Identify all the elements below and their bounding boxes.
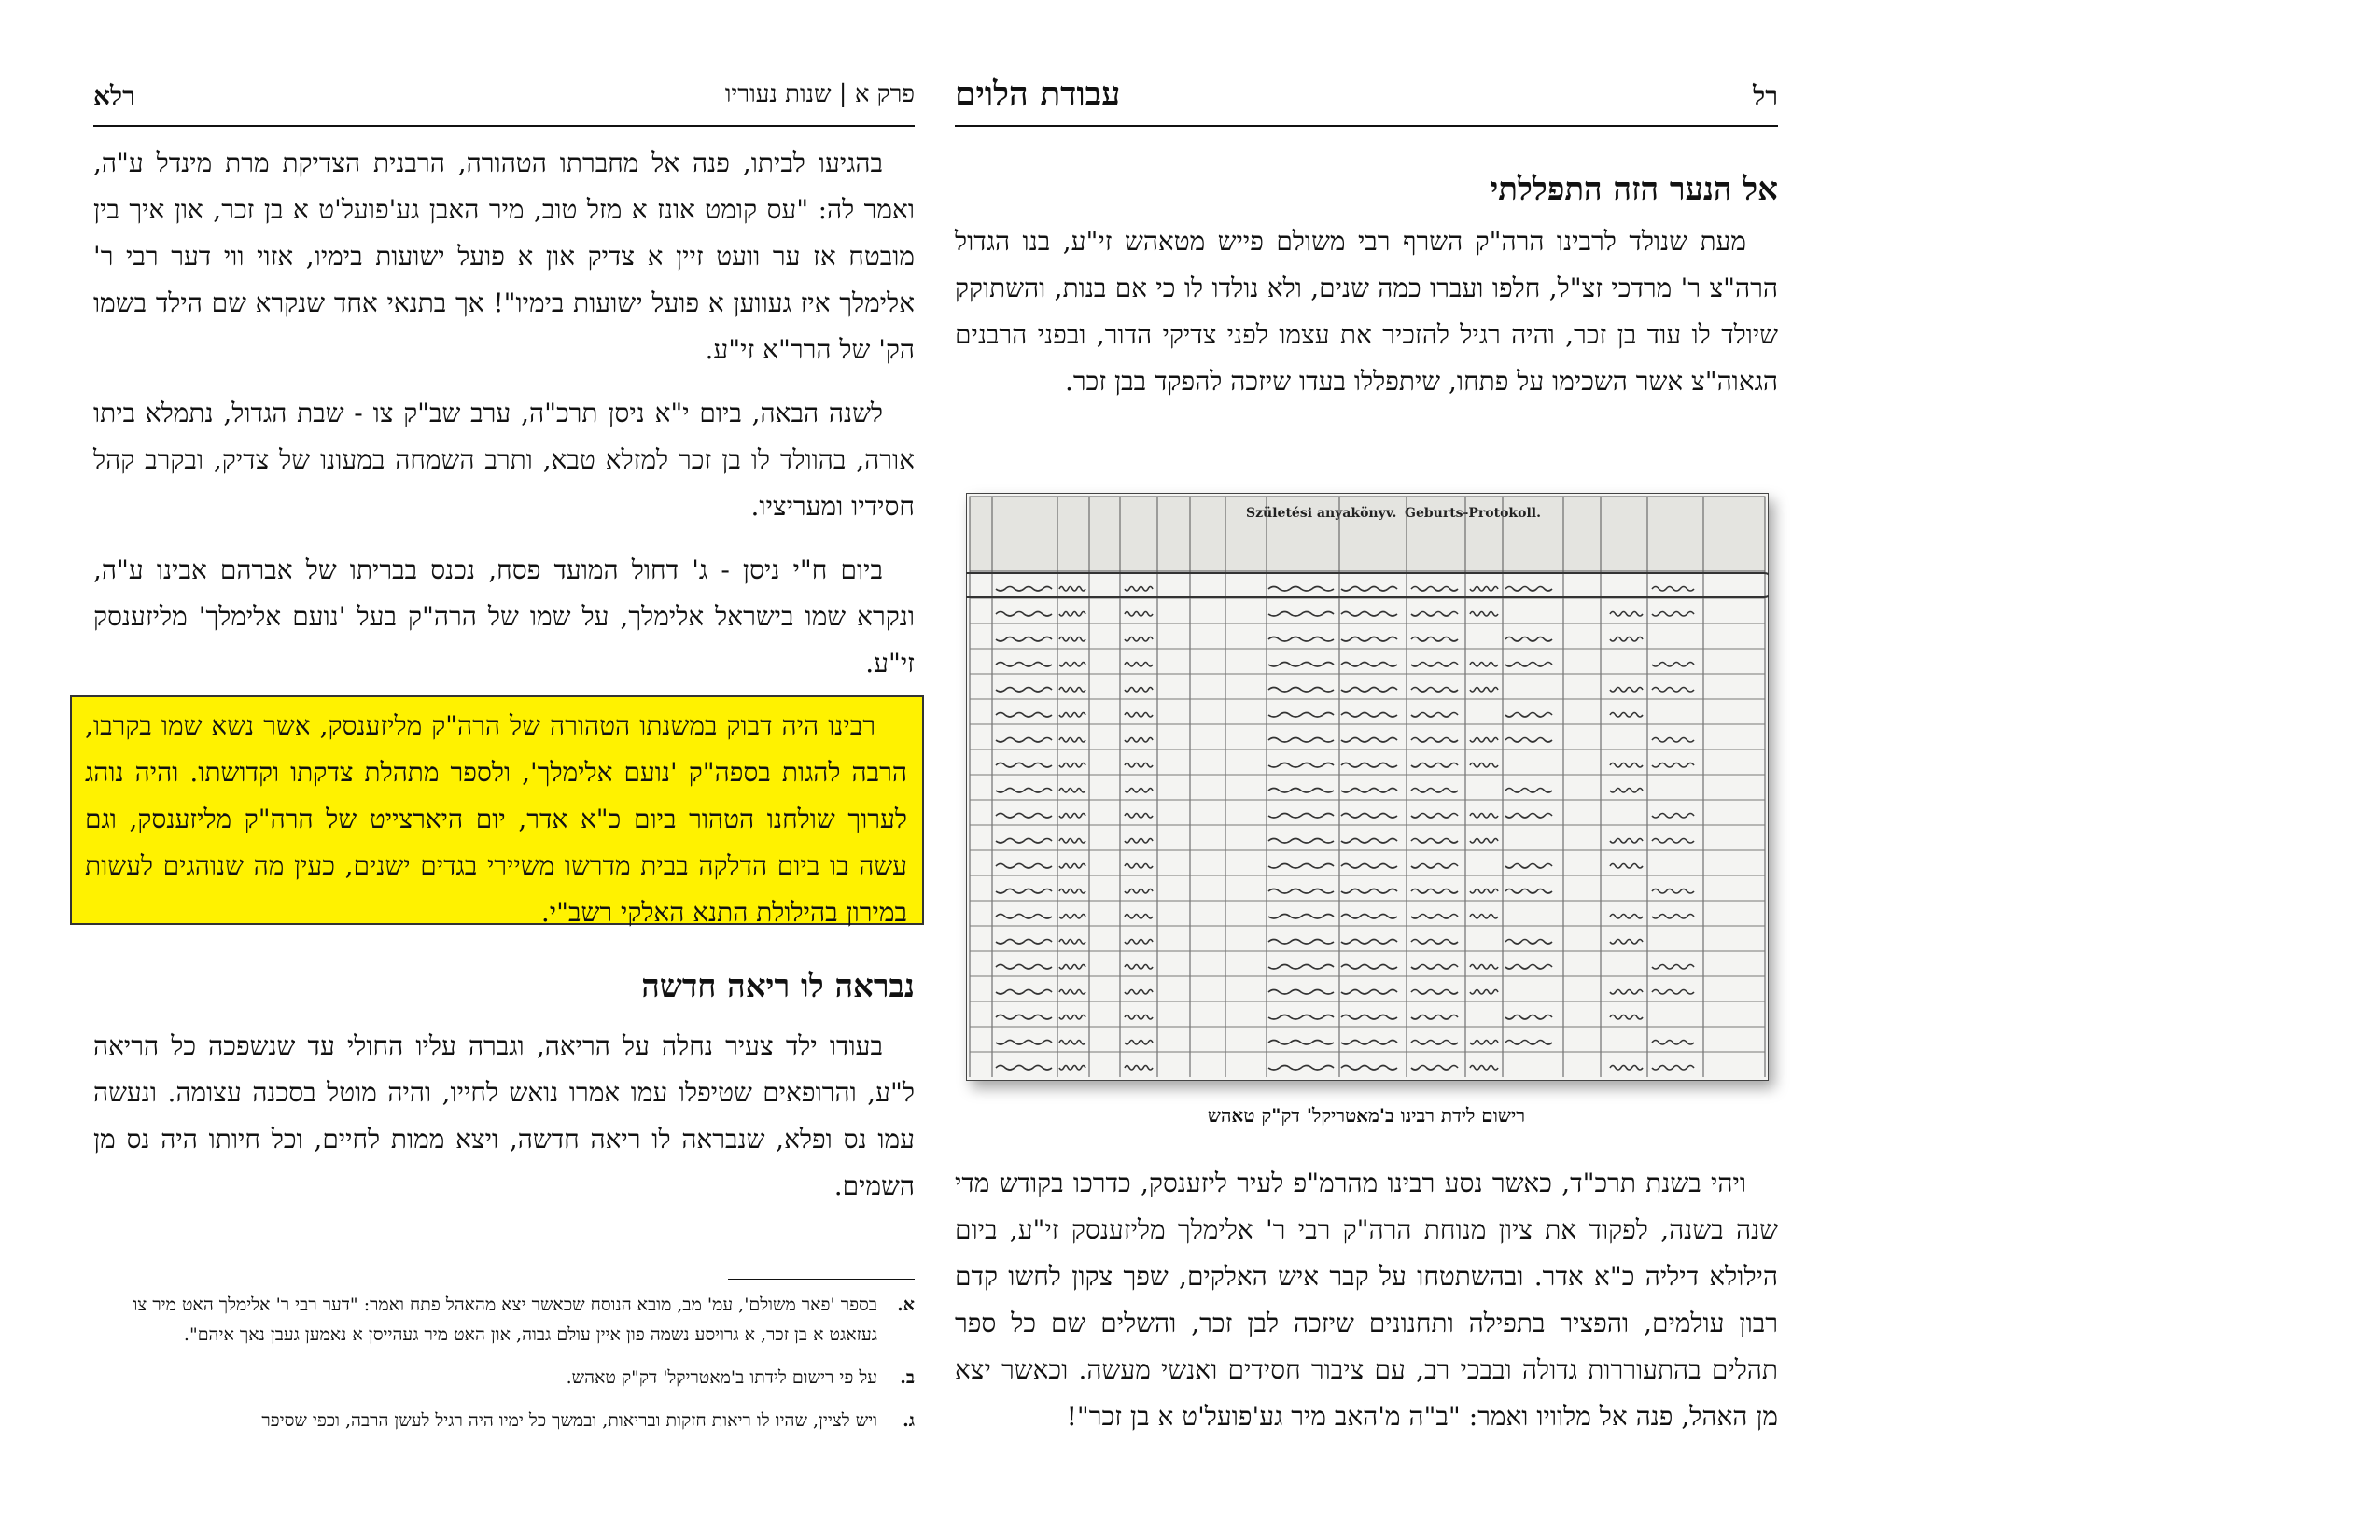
paragraph: לשנה הבאה, ביום י"א ניסן תרכ"ה, ערב שב"ק צו - שבת הגדול, נתמלא ביתו אורה, בהוולד לו בן זכר למזלא טבא, ותרב השמחה במעונו של צדיק, ובקרב קהל חסידיו ומעריציו. (93, 398, 915, 522)
left-section-2 (93, 963, 915, 1210)
footnote-text: בספר 'פאר משולם', עמ' מב, מובא הנוסח שכאשר יצא מהאהל פתח ואמר: "דער רבי ר' אלימלך האט מיר צו געזאגט א בן זכר, א גרויסע נשמה פון איין עולם גבוה, און האט מיר געהייסן א נאמען געבן נאך איהם". (133, 1295, 877, 1345)
image-caption: רישום לידת רבינו ב'מאטריקל' דק"ק טאהש (1207, 1104, 1526, 1127)
paragraph: בהגיעו לביתו, פנה אל מחברתו הטהורה, הרבנית הצדיקת מרת מינדל ע"ה, ואמר לה: "עס קומט אונז א מזל טוב, מיר האבן גע'פועל'ט א בן זכר, און איך בין מובטח אז ער וועט זיין א צדיק און א פועל ישועות בימיו, אזוי ווי דער רבי ר' אלימלך איז געווען א פועל ישועות בימיו"! אך בתנאי אחד שנקרא שם הילד בשמו הק' של הרר"א זי"ע. (93, 147, 915, 365)
right-closing (955, 1160, 1778, 1440)
paragraph: מעת שנולד לרבינו הרה"ק השרף רבי משולם פייש מטאהש זי"ע, בנו הגדול הרה"צ ר' מרדכי זצ"ל, חלפו ועברו כמה שנים, ולא נולדו לו כי אם בנות, והשתוקק שיולד לו עוד בן זכר, והיה רגיל להזכיר את עצמו לפני צדיקי הדור, ובפני הרבנים הגאוה"צ אשר השכימו על פתחו, שיתפללו בעדו שיזכה להפקד בבן זכר. (955, 226, 1778, 397)
section-heading: נבראה לו ריאה חדשה (641, 968, 915, 1005)
paragraph: ביום ח"י ניסן - ג' דחול המועד פסח, נכנס בבריתו של אברהם אבינו ע"ה, ונקרא שמו בישראל אלימלך, על שמו של הרה"ק בעל 'נועם אלימלך' מליזענסק זי"ע. (93, 554, 915, 679)
footnote-divider (728, 1279, 915, 1280)
birth-registry-image (966, 493, 1769, 1081)
footnote (93, 1363, 915, 1393)
right-intro (955, 166, 1778, 405)
highlighted-paragraph-box (70, 695, 924, 928)
section-header: פרק א | שנות נעוריו (724, 80, 915, 108)
page-number-left: רלא (93, 80, 135, 111)
footnote-text: על פי רישום לידתו ב'מאטריקל' דק"ק טאהש. (566, 1367, 877, 1388)
book-title: עבודת הלוים (955, 75, 1121, 114)
paragraph: בעודו ילד צעיר נחלה על הריאה, וגברה עליו החולי עד שנשפכה כל הריאה ל"ע, והרופאים שטיפלו עמו אמרו נואש לחייו, והיה מוטל בסכנה עצומה. ונעשה עמו נס ופלא, שנבראה לו ריאה חדשה, ויצא ממות לחיים, וכל חיותו היה נס מן השמים. (93, 1030, 915, 1201)
section-heading: אל הנער הזה התפללתי (1490, 171, 1778, 208)
page-number-right: רל (1753, 80, 1778, 111)
registry-scan (966, 493, 1769, 1081)
footnote (93, 1406, 915, 1435)
footnote-mark: א. (897, 1295, 915, 1315)
left-body-text (93, 140, 915, 687)
registry-header-hungarian: Születési anyakönyv. (1246, 506, 1397, 521)
right-page (955, 0, 1778, 1540)
highlighted-paragraph: רבינו היה דבוק במשנתו הטהורה של הרה"ק מליזענסק, אשר נשא שמו בקרבו, הרבה להגות בספה"ק 'נועם אלימלך', ולספר מתהלת צדקתו וקדושתו. והיה נוהג לערוך שולחנו הטהור ביום כ"א אדר, יום היארצייט של הרה"ק מליזענסק, וגם עשה בו ביום הדלקה בבית מדרשו משיירי בגדים ישנים, כעין מה שנוהגים לעשות במירון בהילולת התנא האלקי רשב"י. (85, 710, 907, 928)
right-running-head (955, 65, 1778, 127)
footnote-mark: ב. (900, 1367, 915, 1388)
left-running-head (93, 65, 915, 127)
footnote-mark: ג. (903, 1410, 915, 1431)
footnote (93, 1290, 915, 1350)
left-page (85, 0, 915, 1540)
registry-header-german: Geburts-Protokoll. (1405, 506, 1541, 521)
footnotes (93, 1290, 915, 1449)
paragraph: ויהי בשנת תרכ"ד, כאשר נסע רבינו מהרמ"פ לעיר ליזענסק, כדרכו בקודש מדי שנה בשנה, לפקוד את ציון מנוחת הרה"ק רבי ר' אלימלך מליזענסק זי"ע, ביום הילולא דיליה כ"א אדר. ובהשתטחו על קבר איש האלקים, שפך צקון לחשו קדם רבון עולמים, והפציר בתפילה ותחנונים שיזכה לבן זכר, והשלים שם כל ספר תהלים בהתעוררות גדולה ובבכי רב, עם ציבור חסידים ואנשי מעשה. וכאשר יצא מן האהל, פנה אל מלוויו ואמר: "ב"ה מ'האב מיר גע'פועל'ט א בן זכר"! (955, 1168, 1778, 1432)
footnote-text: ויש לציין, שהיו לו ריאות חזקות ובריאות, ובמשך כל ימיו היה רגיל לעשן הרבה, וכפי שסיפר (261, 1410, 877, 1431)
